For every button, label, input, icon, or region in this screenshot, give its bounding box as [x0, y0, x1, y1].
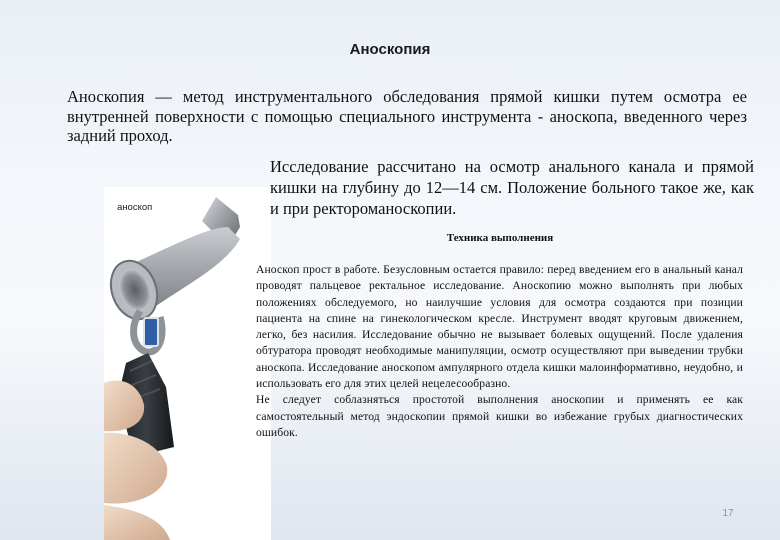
slide-title: Аноскопия: [349, 41, 431, 58]
section-subheading: Техника выполнения: [446, 232, 554, 244]
page-number: 17: [722, 508, 734, 519]
anoscope-illustration: [104, 187, 271, 540]
technique-text: [256, 262, 743, 441]
paragraph-2: Исследование рассчитано на осмотр анального канала и прямой кишки на глубину до 12—14 см. Положение больного такое же, как и при ректороманоскопии.: [270, 157, 754, 218]
intro-paragraph: Аноскопия — метод инструментального обследования прямой кишки путем осмотра ее внутренней поверхности с помощью специального инструмента - аноскопа, введенного через задний проход.: [67, 87, 747, 145]
technique-paragraph-1: Аноскоп прост в работе. Безусловным остается правило: перед введением его в анальный канал проводят пальцевое ректальное исследование. Аноскопию можно выполнять при любых положениях обследуемого, но наилучшие условия для осмотра создаются при позиции пациента на спине на гинекологическом кресле. Инструмент вводят круговым движением, легко, без насилия. Исследование обычно не вызывает болевых ощущений. После удаления обтуратора проводят необходимые манипуляции, осмотр осуществляют при выведении трубки аноскопа. Исследование аноскопом ампулярного отдела кишки малоинформативно, неудобно, и использовать его для этих целей нецелесообразно.: [256, 263, 743, 391]
anoscope-photo: [104, 187, 271, 540]
image-caption: аноскоп: [117, 202, 153, 213]
technique-paragraph-2: Не следует соблазняться простотой выполнения аноскопии и применять ее как самостоятельный метод эндоскопии прямой кишки во избежание грубых диагностических ошибок.: [256, 393, 743, 439]
